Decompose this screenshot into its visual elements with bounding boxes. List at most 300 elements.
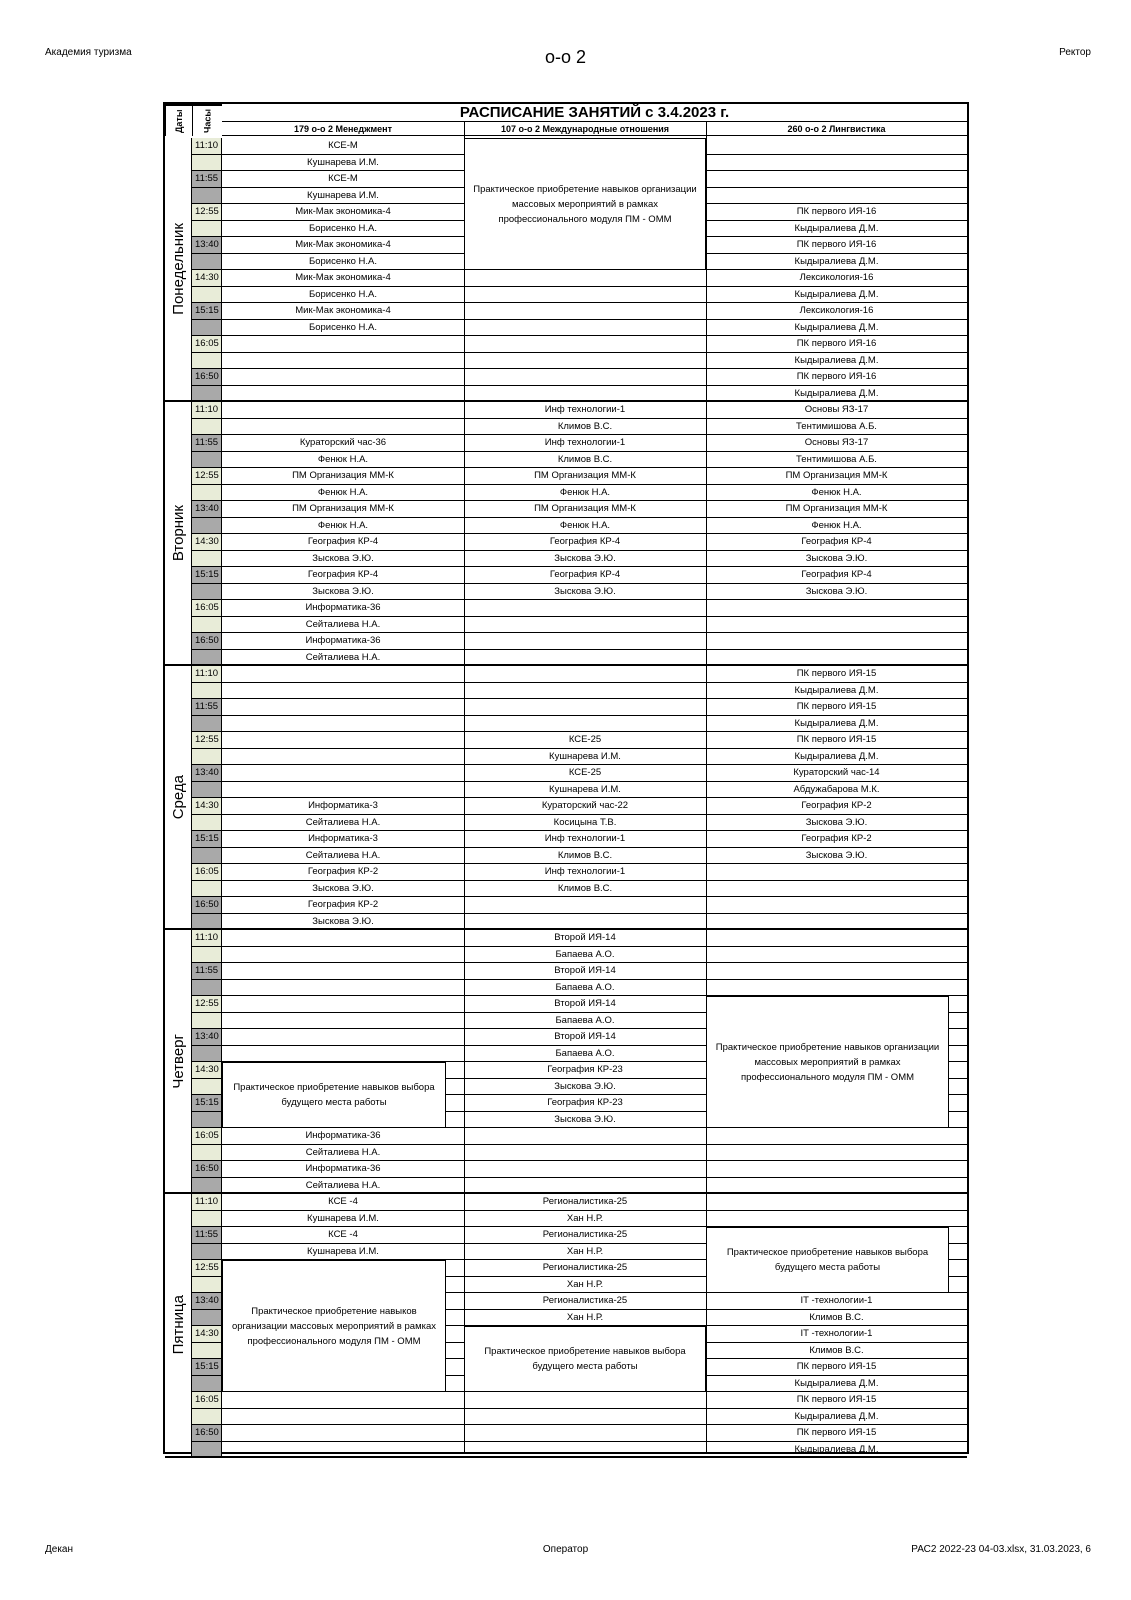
lesson-cell: География КР-2 (706, 831, 967, 848)
lesson-cell (706, 963, 967, 980)
time-cell: 12:55 (192, 996, 222, 1013)
lesson-cell (464, 336, 706, 353)
schedule-table (163, 102, 969, 1454)
lesson-cell (464, 1425, 706, 1442)
lesson-cell: География КР-4 (464, 567, 706, 584)
lesson-cell (464, 666, 706, 683)
lesson-cell: Кыдыралиева Д.М. (706, 287, 967, 304)
lesson-cell (222, 386, 464, 403)
lesson-cell: Информатика-36 (222, 600, 464, 617)
time-cell: 11:10 (192, 1194, 222, 1211)
time-cell: 12:55 (192, 732, 222, 749)
time-cell: 16:50 (192, 369, 222, 386)
lesson-cell: Борисенко Н.А. (222, 320, 464, 337)
lesson-cell: Сейталиева Н.А. (222, 650, 464, 667)
lesson-cell: Сейталиева Н.А. (222, 1145, 464, 1162)
lesson-cell (222, 1046, 464, 1063)
lesson-cell: ПК первого ИЯ-16 (706, 204, 967, 221)
lesson-cell: Кураторский час-14 (706, 765, 967, 782)
lesson-cell (706, 881, 967, 898)
dates-column-header: Даты (165, 104, 192, 136)
lesson-cell: Мик-Мак экономика-4 (222, 237, 464, 254)
lesson-cell: Инф технологии-1 (464, 402, 706, 419)
lesson-cell (464, 369, 706, 386)
lesson-cell: География КР-4 (706, 534, 967, 551)
lesson-cell: Кыдыралиева Д.М. (706, 320, 967, 337)
lesson-cell: Зыскова Э.Ю. (222, 914, 464, 931)
lesson-cell: Зыскова Э.Ю. (222, 881, 464, 898)
lesson-cell (706, 914, 967, 931)
lesson-cell: Борисенко Н.А. (222, 254, 464, 271)
lesson-cell (464, 320, 706, 337)
lesson-cell (464, 1128, 706, 1145)
lesson-cell: Кушнарева И.М. (222, 1211, 464, 1228)
time-cell: 11:55 (192, 171, 222, 188)
lesson-cell: Хан Н.Р. (464, 1277, 706, 1294)
lesson-cell (464, 386, 706, 403)
day-name: Вторник (169, 504, 187, 562)
time-cell: 14:30 (192, 798, 222, 815)
lesson-cell: Кыдыралиева Д.М. (706, 1376, 967, 1393)
lesson-cell (222, 1442, 464, 1459)
lesson-cell: Информатика-36 (222, 1161, 464, 1178)
lesson-cell: Зыскова Э.Ю. (706, 551, 967, 568)
lesson-cell (222, 336, 464, 353)
lesson-cell (222, 699, 464, 716)
lesson-cell: Зыскова Э.Ю. (464, 1079, 706, 1096)
lesson-cell: Климов В.С. (706, 1310, 967, 1327)
lesson-cell: Бапаева А.О. (464, 947, 706, 964)
day-name: Четверг (169, 1033, 187, 1089)
lesson-cell (706, 171, 967, 188)
header-institution: Академия туризма (45, 47, 132, 58)
time-cell (192, 419, 222, 436)
time-cell (192, 1244, 222, 1261)
lesson-cell: Лексикология-16 (706, 303, 967, 320)
header-rector: Ректор (1059, 47, 1091, 58)
lesson-cell: Бапаева А.О. (464, 1013, 706, 1030)
lesson-cell (222, 1425, 464, 1442)
lesson-cell (464, 287, 706, 304)
practice-block: Практическое приобретение навыков организации массовых мероприятий в рамках профессионального модуля ПМ - ОММ (706, 996, 949, 1128)
practice-block: Практическое приобретение навыков выбора будущего места работы (464, 1326, 706, 1392)
time-cell (192, 1343, 222, 1360)
lesson-cell (706, 600, 967, 617)
time-cell (192, 782, 222, 799)
lesson-cell: Второй ИЯ-14 (464, 1029, 706, 1046)
lesson-cell: Зыскова Э.Ю. (706, 584, 967, 601)
lesson-cell: ПК первого ИЯ-15 (706, 1425, 967, 1442)
day-name: Среда (169, 774, 187, 820)
time-cell (192, 188, 222, 205)
lesson-cell (706, 188, 967, 205)
time-cell (192, 386, 222, 403)
lesson-cell: Абдужабарова М.К. (706, 782, 967, 799)
time-cell (192, 914, 222, 931)
day-label (165, 1194, 192, 1458)
time-cell (192, 749, 222, 766)
lesson-cell: ПК первого ИЯ-15 (706, 666, 967, 683)
time-cell: 11:10 (192, 138, 222, 155)
time-cell (192, 1178, 222, 1195)
lesson-cell: Регионалистика-25 (464, 1293, 706, 1310)
lesson-cell (464, 270, 706, 287)
time-cell: 13:40 (192, 501, 222, 518)
practice-block: Практическое приобретение навыков выбора будущего места работы (706, 1227, 949, 1293)
time-cell: 16:05 (192, 336, 222, 353)
lesson-cell: Мик-Мак экономика-4 (222, 204, 464, 221)
lesson-cell: КСЕ-М (222, 138, 464, 155)
footer-dean: Декан (45, 1544, 74, 1555)
hours-column-header: Часы (192, 104, 222, 136)
lesson-cell (706, 1211, 967, 1228)
lesson-cell: ПМ Организация ММ-К (706, 501, 967, 518)
lesson-cell: КСЕ-25 (464, 765, 706, 782)
lesson-cell (222, 930, 464, 947)
lesson-cell: Тентимишова А.Б. (706, 419, 967, 436)
lesson-cell (464, 650, 706, 667)
lesson-cell (706, 864, 967, 881)
lesson-cell: География КР-4 (222, 567, 464, 584)
lesson-cell (706, 980, 967, 997)
lesson-cell: ПМ Организация ММ-К (464, 501, 706, 518)
lesson-cell: География КР-4 (222, 534, 464, 551)
lesson-cell: География КР-4 (464, 534, 706, 551)
lesson-cell: ПМ Организация ММ-К (222, 501, 464, 518)
lesson-cell: Основы ЯЗ-17 (706, 435, 967, 452)
time-cell: 15:15 (192, 1359, 222, 1376)
time-cell: 14:30 (192, 1062, 222, 1079)
time-cell: 16:50 (192, 1425, 222, 1442)
lesson-cell (464, 699, 706, 716)
lesson-cell: Информатика-3 (222, 831, 464, 848)
time-cell: 13:40 (192, 765, 222, 782)
time-cell: 14:30 (192, 270, 222, 287)
lesson-cell: Информатика-36 (222, 633, 464, 650)
lesson-cell: ПК первого ИЯ-15 (706, 1359, 967, 1376)
lesson-cell: Кыдыралиева Д.М. (706, 683, 967, 700)
time-cell: 11:55 (192, 435, 222, 452)
lesson-cell (706, 930, 967, 947)
lesson-cell: Зыскова Э.Ю. (464, 1112, 706, 1129)
column-divider (706, 122, 707, 1452)
lesson-cell: Кыдыралиева Д.М. (706, 221, 967, 238)
day-name: Пятница (169, 1295, 187, 1355)
lesson-cell: Тентимишова А.Б. (706, 452, 967, 469)
lesson-cell (706, 1128, 967, 1145)
time-cell (192, 584, 222, 601)
lesson-cell (464, 1178, 706, 1195)
lesson-cell (464, 617, 706, 634)
lesson-cell: География КР-4 (706, 567, 967, 584)
lesson-cell (464, 600, 706, 617)
lesson-cell: Климов В.С. (464, 452, 706, 469)
lesson-cell: Сейталиева Н.А. (222, 1178, 464, 1195)
lesson-cell: Бапаева А.О. (464, 1046, 706, 1063)
time-cell (192, 1376, 222, 1393)
lesson-cell (464, 303, 706, 320)
lesson-cell (222, 947, 464, 964)
lesson-cell (222, 765, 464, 782)
lesson-cell: Фенюк Н.А. (222, 518, 464, 535)
lesson-cell: Второй ИЯ-14 (464, 996, 706, 1013)
lesson-cell: ПК первого ИЯ-16 (706, 369, 967, 386)
time-cell: 11:55 (192, 963, 222, 980)
lesson-cell: Фенюк Н.А. (222, 485, 464, 502)
lesson-cell: Регионалистика-25 (464, 1260, 706, 1277)
lesson-cell (222, 666, 464, 683)
time-cell (192, 650, 222, 667)
time-cell (192, 881, 222, 898)
time-cell: 16:05 (192, 1392, 222, 1409)
time-cell: 15:15 (192, 1095, 222, 1112)
lesson-cell (222, 369, 464, 386)
lesson-cell: Мик-Мак экономика-4 (222, 303, 464, 320)
lesson-cell (706, 897, 967, 914)
lesson-cell: Сейталиева Н.А. (222, 815, 464, 832)
time-cell (192, 716, 222, 733)
lesson-cell (222, 683, 464, 700)
lesson-cell: География КР-23 (464, 1062, 706, 1079)
time-cell: 14:30 (192, 1326, 222, 1343)
practice-block: Практическое приобретение навыков организации массовых мероприятий в рамках профессионального модуля ПМ - ОММ (222, 1260, 446, 1392)
lesson-cell: Борисенко Н.А. (222, 221, 464, 238)
time-cell (192, 947, 222, 964)
time-cell: 13:40 (192, 1293, 222, 1310)
lesson-cell: Климов В.С. (464, 848, 706, 865)
lesson-cell: Сейталиева Н.А. (222, 617, 464, 634)
footer-operator: Оператор (542, 1544, 589, 1555)
lesson-cell (464, 1145, 706, 1162)
lesson-cell (222, 1029, 464, 1046)
time-cell: 13:40 (192, 237, 222, 254)
lesson-cell (222, 716, 464, 733)
time-cell (192, 1046, 222, 1063)
lesson-cell (706, 138, 967, 155)
time-cell (192, 848, 222, 865)
lesson-cell: Основы ЯЗ-17 (706, 402, 967, 419)
lesson-cell: Второй ИЯ-14 (464, 963, 706, 980)
lesson-cell: Кушнарева И.М. (464, 782, 706, 799)
lesson-cell: Хан Н.Р. (464, 1211, 706, 1228)
header-group-code: о-о 2 (544, 47, 587, 67)
lesson-cell: Регионалистика-25 (464, 1227, 706, 1244)
lesson-cell (222, 419, 464, 436)
lesson-cell (464, 353, 706, 370)
lesson-cell (706, 1145, 967, 1162)
lesson-cell: КСЕ-М (222, 171, 464, 188)
lesson-cell (464, 897, 706, 914)
time-cell: 16:05 (192, 1128, 222, 1145)
lesson-cell: Лексикология-16 (706, 270, 967, 287)
lesson-cell: Зыскова Э.Ю. (222, 551, 464, 568)
time-cell (192, 254, 222, 271)
column-divider (464, 122, 465, 1452)
lesson-cell: ПК первого ИЯ-16 (706, 336, 967, 353)
time-cell: 16:50 (192, 633, 222, 650)
time-cell (192, 353, 222, 370)
group-header-international-relations: 107 о-о 2 Международные отношения (464, 122, 706, 136)
lesson-cell (222, 782, 464, 799)
lesson-cell: Фенюк Н.А. (706, 485, 967, 502)
lesson-cell: Хан Н.Р. (464, 1310, 706, 1327)
lesson-cell (706, 633, 967, 650)
time-cell (192, 1442, 222, 1459)
group-header-management: 179 о-о 2 Менеджмент (222, 122, 464, 136)
lesson-cell: Зыскова Э.Ю. (222, 584, 464, 601)
day-label (165, 138, 192, 402)
lesson-cell: География КР-23 (464, 1095, 706, 1112)
lesson-cell: Фенюк Н.А. (464, 485, 706, 502)
lesson-cell (706, 617, 967, 634)
time-cell (192, 1277, 222, 1294)
lesson-cell (464, 914, 706, 931)
lesson-cell: КСЕ -4 (222, 1227, 464, 1244)
time-cell (192, 1211, 222, 1228)
time-cell: 11:10 (192, 666, 222, 683)
lesson-cell: Кыдыралиева Д.М. (706, 254, 967, 271)
time-cell: 16:50 (192, 1161, 222, 1178)
time-cell (192, 518, 222, 535)
time-cell (192, 1013, 222, 1030)
lesson-cell: Регионалистика-25 (464, 1194, 706, 1211)
lesson-cell: Кыдыралиева Д.М. (706, 716, 967, 733)
time-cell: 13:40 (192, 1029, 222, 1046)
time-cell: 12:55 (192, 1260, 222, 1277)
lesson-cell: КСЕ -4 (222, 1194, 464, 1211)
lesson-cell (222, 1409, 464, 1426)
time-cell (192, 452, 222, 469)
lesson-cell (222, 749, 464, 766)
lesson-cell: Кыдыралиева Д.М. (706, 386, 967, 403)
lesson-cell: КСЕ-25 (464, 732, 706, 749)
lesson-cell (222, 353, 464, 370)
lesson-cell (706, 650, 967, 667)
time-cell: 15:15 (192, 831, 222, 848)
time-cell (192, 815, 222, 832)
lesson-cell: География КР-2 (706, 798, 967, 815)
lesson-cell: Кураторский час-22 (464, 798, 706, 815)
time-cell (192, 485, 222, 502)
lesson-cell: IT -технологии-1 (706, 1326, 967, 1343)
lesson-cell (464, 716, 706, 733)
lesson-cell: Бапаева А.О. (464, 980, 706, 997)
lesson-cell: Кыдыралиева Д.М. (706, 1442, 967, 1459)
lesson-cell: Зыскова Э.Ю. (464, 551, 706, 568)
lesson-cell: Кушнарева И.М. (222, 188, 464, 205)
lesson-cell: Кыдыралиева Д.М. (706, 353, 967, 370)
lesson-cell (464, 683, 706, 700)
lesson-cell (706, 947, 967, 964)
lesson-cell: Кураторский час-36 (222, 435, 464, 452)
time-cell (192, 221, 222, 238)
time-cell (192, 617, 222, 634)
time-cell: 12:55 (192, 204, 222, 221)
lesson-cell: Кушнарева И.М. (464, 749, 706, 766)
lesson-cell (464, 1161, 706, 1178)
lesson-cell: Кыдыралиева Д.М. (706, 749, 967, 766)
time-cell (192, 1145, 222, 1162)
lesson-cell: Информатика-3 (222, 798, 464, 815)
lesson-cell: Зыскова Э.Ю. (706, 848, 967, 865)
lesson-cell: ПК первого ИЯ-15 (706, 699, 967, 716)
day-label (165, 402, 192, 666)
lesson-cell (706, 1178, 967, 1195)
lesson-cell: Борисенко Н.А. (222, 287, 464, 304)
lesson-cell: Инф технологии-1 (464, 831, 706, 848)
footer-file-info: РАС2 2022-23 04-03.xlsx, 31.03.2023, 6 (911, 1544, 1091, 1555)
day-name: Понедельник (169, 223, 187, 315)
lesson-cell: Хан Н.Р. (464, 1244, 706, 1261)
lesson-cell: География КР-2 (222, 864, 464, 881)
lesson-cell: Зыскова Э.Ю. (706, 815, 967, 832)
lesson-cell: Сейталиева Н.А. (222, 848, 464, 865)
time-cell: 11:55 (192, 1227, 222, 1244)
time-cell: 11:10 (192, 402, 222, 419)
time-cell: 11:55 (192, 699, 222, 716)
lesson-cell: Информатика-36 (222, 1128, 464, 1145)
lesson-cell: Кушнарева И.М. (222, 1244, 464, 1261)
lesson-cell (222, 732, 464, 749)
lesson-cell (464, 1392, 706, 1409)
time-cell (192, 320, 222, 337)
lesson-cell: Фенюк Н.А. (222, 452, 464, 469)
time-cell (192, 683, 222, 700)
lesson-cell: ПМ Организация ММ-К (222, 468, 464, 485)
lesson-cell: ПК первого ИЯ-16 (706, 237, 967, 254)
time-cell (192, 551, 222, 568)
lesson-cell: ПМ Организация ММ-К (706, 468, 967, 485)
lesson-cell (464, 1409, 706, 1426)
schedule-title: РАСПИСАНИЕ ЗАНЯТИЙ с 3.4.2023 г. (222, 104, 967, 122)
lesson-cell: ПК первого ИЯ-15 (706, 732, 967, 749)
time-cell (192, 155, 222, 172)
time-cell (192, 1409, 222, 1426)
lesson-cell: ПМ Организация ММ-К (464, 468, 706, 485)
time-cell: 12:55 (192, 468, 222, 485)
lesson-cell (464, 1442, 706, 1459)
practice-block: Практическое приобретение навыков выбора будущего места работы (222, 1062, 446, 1128)
time-cell: 16:05 (192, 600, 222, 617)
time-cell (192, 980, 222, 997)
lesson-cell: Зыскова Э.Ю. (464, 584, 706, 601)
time-cell: 14:30 (192, 534, 222, 551)
lesson-cell (222, 963, 464, 980)
lesson-cell: Климов В.С. (706, 1343, 967, 1360)
time-cell (192, 1310, 222, 1327)
time-cell: 11:10 (192, 930, 222, 947)
lesson-cell (706, 1161, 967, 1178)
lesson-cell (706, 1194, 967, 1211)
lesson-cell: Косицына Т.В. (464, 815, 706, 832)
lesson-cell: Кушнарева И.М. (222, 155, 464, 172)
lesson-cell: Второй ИЯ-14 (464, 930, 706, 947)
lesson-cell: Климов В.С. (464, 419, 706, 436)
lesson-cell: Фенюк Н.А. (706, 518, 967, 535)
lesson-cell (464, 633, 706, 650)
lesson-cell: Инф технологии-1 (464, 864, 706, 881)
lesson-cell: Климов В.С. (464, 881, 706, 898)
lesson-cell: География КР-2 (222, 897, 464, 914)
practice-block: Практическое приобретение навыков организации массовых мероприятий в рамках профессионального модуля ПМ - ОММ (464, 138, 706, 270)
lesson-cell: Фенюк Н.А. (464, 518, 706, 535)
time-cell: 16:05 (192, 864, 222, 881)
time-cell (192, 1112, 222, 1129)
time-cell: 15:15 (192, 567, 222, 584)
lesson-cell: IT -технологии-1 (706, 1293, 967, 1310)
day-label (165, 666, 192, 930)
lesson-cell (222, 1013, 464, 1030)
